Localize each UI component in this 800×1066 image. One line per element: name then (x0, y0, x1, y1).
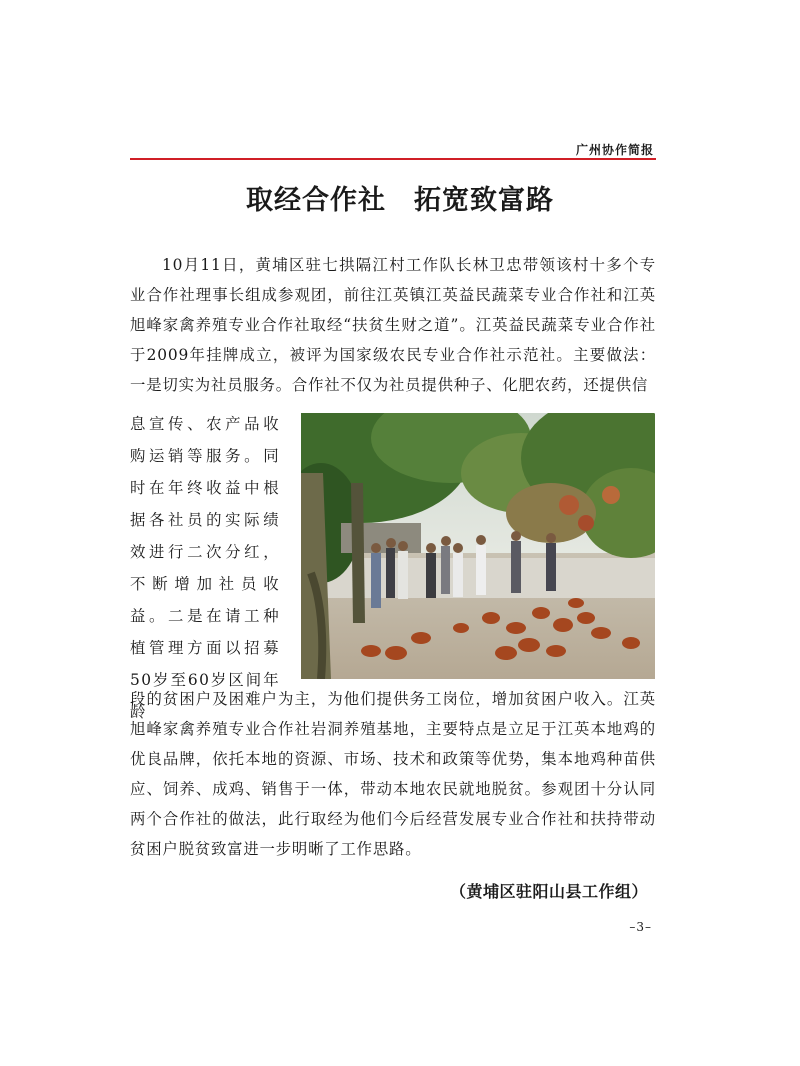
author-signature: （黄埔区驻阳山县工作组） (449, 882, 648, 901)
paragraph-1-text: 10月11日，黄埔区驻七拱隔江村工作队长林卫忠带领该村十多个专业合作社理事长组成参观团，前往江英镇江英益民蔬菜专业合作社和江英旭峰家禽养殖专业合作社取经“扶贫生财之道”。江英益民蔬菜专业合作社于2009年挂牌成立，被评为国家级农民专业合作社示范社。主要做法：一是切实为社员服务。合作社不仅为社员提供种子、化肥农药，还提供信 (130, 256, 656, 394)
article-title: 取经合作社 拓宽致富路 (246, 185, 554, 216)
paragraph-1 (130, 250, 656, 400)
page-number: –3– (629, 920, 652, 934)
running-head: 广州协作简报 (575, 143, 654, 157)
farm-photo (301, 413, 655, 679)
paragraph-1-wrap-column: 息宣传、农产品收购运销等服务。同时在年终收益中根据各社员的实际绩效进行二次分红，不断增加社员收益。二是在请工种植管理方面以招募50岁至60岁区间年龄 (130, 415, 280, 721)
header-rule (130, 158, 656, 160)
paragraph-2: 段的贫困户及困难户为主，为他们提供务工岗位，增加贫困户收入。江英旭峰家禽养殖专业合作社岩洞养殖基地，主要特点是立足于江英本地鸡的优良品牌，依托本地的资源、市场、技术和政策等优势，集本地鸡种苗供应、饲养、成鸡、销售于一体，带动本地农民就地脱贫。参观团十分认同两个合作社的做法，此行取经为他们今后经营发展专业合作社和扶持带动贫困户脱贫致富进一步明晰了工作思路。 (130, 690, 656, 858)
